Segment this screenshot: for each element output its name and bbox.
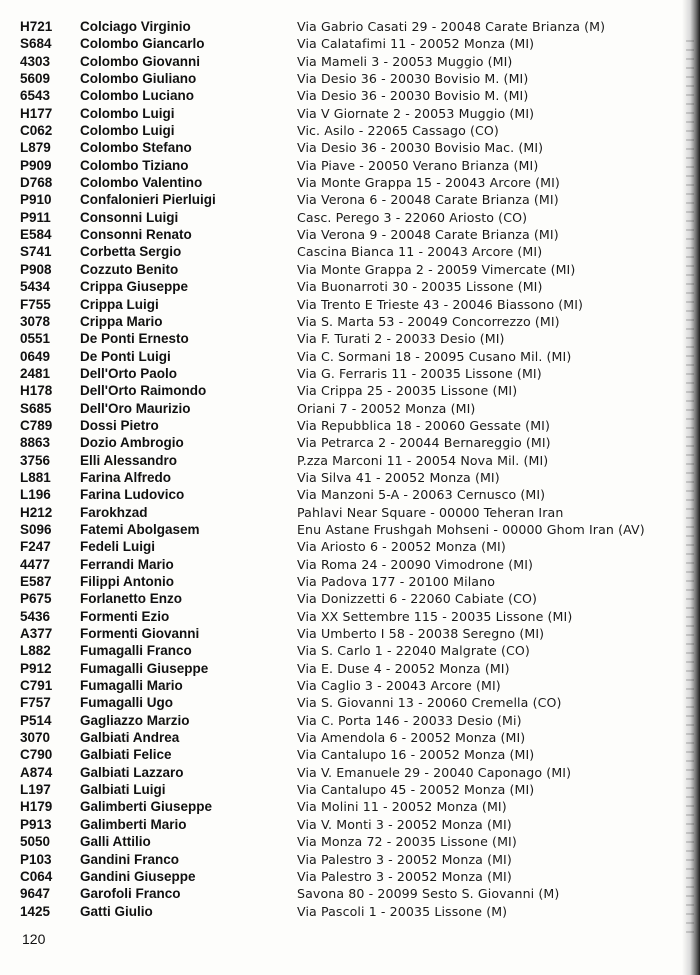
- page-number: 120: [22, 931, 46, 947]
- entry-name: Garofoli Franco: [80, 886, 181, 902]
- entry-code: C790: [20, 747, 53, 763]
- entry-name: Fatemi Abolgasem: [80, 521, 200, 537]
- entry-name: Crippa Mario: [80, 313, 163, 329]
- entry-code: C062: [20, 123, 53, 139]
- entry-address: Via Silva 41 - 20052 Monza (MI): [297, 469, 500, 485]
- list-item: [20, 157, 680, 174]
- list-item: [20, 296, 680, 313]
- entry-address: Via Verona 9 - 20048 Carate Brianza (MI): [297, 227, 559, 243]
- page-edge-shadow: [682, 0, 700, 975]
- entry-name: De Ponti Ernesto: [80, 331, 189, 347]
- entry-code: P908: [20, 261, 52, 277]
- list-item: [20, 816, 680, 833]
- entry-address: Cascina Bianca 11 - 20043 Arcore (MI): [297, 244, 543, 260]
- entry-address: Via E. Duse 4 - 20052 Monza (MI): [297, 660, 510, 676]
- entry-name: Colombo Luciano: [80, 88, 194, 104]
- entry-name: Gandini Giuseppe: [80, 868, 196, 884]
- entry-code: L882: [20, 643, 51, 659]
- entry-address: Via Cantalupo 45 - 20052 Monza (MI): [297, 782, 535, 798]
- entry-address: Via Trento E Trieste 43 - 20046 Biassono (MI): [297, 296, 584, 312]
- entry-address: Via Buonarroti 30 - 20035 Lissone (MI): [297, 279, 543, 295]
- entry-name: Galbiati Lazzaro: [80, 764, 184, 780]
- entry-address: Via V Giornate 2 - 20053 Muggio (MI): [297, 105, 535, 121]
- entry-code: 2481: [20, 365, 51, 381]
- entry-name: Colombo Valentino: [80, 175, 203, 191]
- entry-address: Via Mameli 3 - 20053 Muggio (MI): [297, 53, 513, 69]
- entry-code: P910: [20, 192, 52, 208]
- list-item: [20, 365, 680, 382]
- entry-code: 5050: [20, 834, 51, 850]
- entry-name: Forlanetto Enzo: [80, 591, 182, 607]
- entry-code: A874: [20, 764, 53, 780]
- entry-code: P675: [20, 591, 52, 607]
- entry-code: S741: [20, 244, 52, 260]
- entry-address: Via Crippa 25 - 20035 Lissone (MI): [297, 383, 518, 399]
- list-item: [20, 642, 680, 659]
- entry-address: Via Pascoli 1 - 20035 Lissone (M): [297, 903, 508, 919]
- list-item: [20, 729, 680, 746]
- entry-code: 0551: [20, 331, 51, 347]
- entry-code: 3078: [20, 313, 51, 329]
- entry-name: Dell'Orto Raimondo: [80, 383, 207, 399]
- list-item: [20, 712, 680, 729]
- list-item: [20, 382, 680, 399]
- entry-code: C789: [20, 417, 53, 433]
- entry-code: F247: [20, 539, 51, 555]
- list-item: [20, 452, 680, 469]
- entry-name: Fumagalli Franco: [80, 643, 192, 659]
- entry-address: Via Palestro 3 - 20052 Monza (MI): [297, 851, 512, 867]
- entry-name: Crippa Luigi: [80, 296, 159, 312]
- list-item: [20, 504, 680, 521]
- entry-code: H179: [20, 799, 53, 815]
- entry-address: Pahlavi Near Square - 00000 Teheran Iran: [297, 504, 564, 520]
- entry-address: Via Caglio 3 - 20043 Arcore (MI): [297, 678, 501, 694]
- list-item: [20, 139, 680, 156]
- entry-code: P909: [20, 157, 52, 173]
- entry-address: Enu Astane Frushgah Mohseni - 00000 Ghom Iran (AV): [297, 521, 645, 537]
- list-item: [20, 105, 680, 122]
- entry-name: Colombo Luigi: [80, 123, 175, 139]
- entry-code: 5434: [20, 279, 51, 295]
- entry-name: Dell'Oro Maurizio: [80, 400, 191, 416]
- entry-address: Via Umberto I 58 - 20038 Seregno (MI): [297, 626, 545, 642]
- list-item: [20, 348, 680, 365]
- list-item: [20, 625, 680, 642]
- list-item: [20, 243, 680, 260]
- entry-code: H212: [20, 504, 53, 520]
- entry-code: H721: [20, 19, 53, 34]
- entry-code: E584: [20, 227, 52, 243]
- list-item: [20, 521, 680, 538]
- entry-address: Via S. Marta 53 - 20049 Concorrezzo (MI): [297, 313, 560, 329]
- list-item: [20, 469, 680, 486]
- entry-code: S096: [20, 521, 52, 537]
- list-item: [20, 885, 680, 902]
- entry-address: Via V. Monti 3 - 20052 Monza (MI): [297, 816, 512, 832]
- entry-address: Via Desio 36 - 20030 Bovisio M. (MI): [297, 88, 529, 104]
- entry-code: 3756: [20, 452, 51, 468]
- entry-address: Via S. Giovanni 13 - 20060 Cremella (CO): [297, 695, 562, 711]
- entry-code: L881: [20, 469, 51, 485]
- entry-address: Via Piave - 20050 Verano Brianza (MI): [297, 157, 539, 173]
- entry-name: Fumagalli Giuseppe: [80, 660, 209, 676]
- entry-name: Dossi Pietro: [80, 417, 159, 433]
- entry-address: Via Gabrio Casati 29 - 20048 Carate Brianza (M): [297, 19, 606, 34]
- entry-address: Via Donizzetti 6 - 22060 Cabiate (CO): [297, 591, 538, 607]
- list-item: [20, 556, 680, 573]
- entry-address: Casc. Perego 3 - 22060 Ariosto (CO): [297, 209, 528, 225]
- list-item: [20, 400, 680, 417]
- list-item: [20, 191, 680, 208]
- entry-name: Colombo Giovanni: [80, 53, 200, 69]
- entry-name: Galimberti Mario: [80, 816, 187, 832]
- entry-address: Via Roma 24 - 20090 Vimodrone (MI): [297, 556, 534, 572]
- list-item: [20, 677, 680, 694]
- entry-address: Via G. Ferraris 11 - 20035 Lissone (MI): [297, 365, 542, 381]
- entry-address: Via Verona 6 - 20048 Carate Brianza (MI): [297, 192, 559, 208]
- list-item: [20, 660, 680, 677]
- list-item: [20, 330, 680, 347]
- page-edge-texture: [686, 40, 694, 940]
- entry-name: Crippa Giuseppe: [80, 279, 189, 295]
- entry-address: Via Monte Grappa 2 - 20059 Vimercate (MI): [297, 261, 576, 277]
- list-item: [20, 434, 680, 451]
- list-item: [20, 122, 680, 139]
- entry-name: Galbiati Felice: [80, 747, 172, 763]
- entry-name: Fumagalli Mario: [80, 678, 183, 694]
- entry-name: Fedeli Luigi: [80, 539, 156, 555]
- list-item: [20, 694, 680, 711]
- entry-name: Galbiati Andrea: [80, 730, 180, 746]
- list-item: [20, 608, 680, 625]
- list-item: [20, 87, 680, 104]
- entry-code: 6543: [20, 88, 51, 104]
- entry-name: Filippi Antonio: [80, 574, 174, 589]
- list-item: [20, 53, 680, 70]
- list-item: [20, 590, 680, 607]
- entry-code: L879: [20, 140, 51, 156]
- entry-address: Via Monte Grappa 15 - 20043 Arcore (MI): [297, 175, 560, 191]
- entry-name: Fumagalli Ugo: [80, 695, 174, 711]
- entry-address: Vic. Asilo - 22065 Cassago (CO): [297, 123, 499, 139]
- entry-code: S685: [20, 400, 52, 416]
- list-item: [20, 18, 680, 35]
- entry-code: D768: [20, 175, 53, 191]
- entry-code: S684: [20, 36, 52, 52]
- list-item: [20, 278, 680, 295]
- entry-code: H177: [20, 105, 53, 121]
- entry-code: P103: [20, 851, 52, 867]
- entry-code: 9647: [20, 886, 51, 902]
- entry-name: Dell'Orto Paolo: [80, 365, 177, 381]
- entry-address: Via Repubblica 18 - 20060 Gessate (MI): [297, 417, 550, 433]
- entry-name: Farina Ludovico: [80, 487, 185, 503]
- entry-code: L196: [20, 487, 51, 503]
- list-item: [20, 209, 680, 226]
- list-item: [20, 573, 680, 590]
- list-item: [20, 313, 680, 330]
- entry-code: 4477: [20, 556, 51, 572]
- list-item: [20, 781, 680, 798]
- list-item: [20, 764, 680, 781]
- entry-code: P514: [20, 712, 52, 728]
- entry-code: H178: [20, 383, 53, 399]
- entry-name: Gandini Franco: [80, 851, 180, 867]
- entry-address: Via Molini 11 - 20052 Monza (MI): [297, 799, 507, 815]
- list-item: [20, 486, 680, 503]
- entry-code: 8863: [20, 435, 51, 451]
- entry-code: 4303: [20, 53, 51, 69]
- entry-name: Galbiati Luigi: [80, 782, 166, 798]
- list-item: [20, 261, 680, 278]
- entry-name: Farina Alfredo: [80, 469, 172, 485]
- entry-address: Via Desio 36 - 20030 Bovisio Mac. (MI): [297, 140, 544, 156]
- entry-code: C791: [20, 678, 53, 694]
- entry-name: Galimberti Giuseppe: [80, 799, 213, 815]
- entry-address: Via Monza 72 - 20035 Lissone (MI): [297, 834, 517, 850]
- list-item: [20, 746, 680, 763]
- entry-code: 0649: [20, 348, 51, 364]
- list-item: [20, 417, 680, 434]
- entry-address: Via F. Turati 2 - 20033 Desio (MI): [297, 331, 505, 347]
- entry-code: A377: [20, 626, 53, 642]
- list-item: [20, 833, 680, 850]
- list-item: [20, 851, 680, 868]
- entry-name: Consonni Renato: [80, 227, 192, 243]
- entry-name: Gatti Giulio: [80, 903, 153, 919]
- entry-name: Ferrandi Mario: [80, 556, 174, 572]
- entry-code: P912: [20, 660, 52, 676]
- entry-code: C064: [20, 868, 53, 884]
- entry-name: Cozzuto Benito: [80, 261, 179, 277]
- entry-address: Via Palestro 3 - 20052 Monza (MI): [297, 868, 512, 884]
- entry-name: Galli Attilio: [80, 834, 151, 850]
- list-item: [20, 35, 680, 52]
- entry-name: Colombo Stefano: [80, 140, 192, 156]
- entry-code: 5436: [20, 608, 51, 624]
- entry-address: Via Manzoni 5-A - 20063 Cernusco (MI): [297, 487, 546, 503]
- entry-address: Via Amendola 6 - 20052 Monza (MI): [297, 730, 526, 746]
- list-item: [20, 174, 680, 191]
- entry-name: Gagliazzo Marzio: [80, 712, 190, 728]
- entry-name: Formenti Ezio: [80, 608, 170, 624]
- entry-code: P913: [20, 816, 52, 832]
- entry-code: 3070: [20, 730, 51, 746]
- entry-address: Savona 80 - 20099 Sesto S. Giovanni (M): [297, 886, 560, 902]
- entry-name: Elli Alessandro: [80, 452, 178, 468]
- entry-name: Colombo Tiziano: [80, 157, 189, 173]
- entry-name: De Ponti Luigi: [80, 348, 171, 364]
- entry-address: Oriani 7 - 20052 Monza (MI): [297, 400, 476, 416]
- entry-name: Dozio Ambrogio: [80, 435, 184, 451]
- entry-name: Confalonieri Pierluigi: [80, 192, 216, 208]
- list-item: [20, 226, 680, 243]
- entry-address: Via Padova 177 - 20100 Milano: [297, 574, 495, 589]
- list-item: [20, 868, 680, 885]
- entry-name: Corbetta Sergio: [80, 244, 182, 260]
- entry-address: Via Ariosto 6 - 20052 Monza (MI): [297, 539, 506, 555]
- entry-code: P911: [20, 209, 51, 225]
- list-item: [20, 538, 680, 555]
- entry-address: Via C. Sormani 18 - 20095 Cusano Mil. (MI): [297, 348, 572, 364]
- entry-name: Consonni Luigi: [80, 209, 179, 225]
- entry-address: Via Calatafimi 11 - 20052 Monza (MI): [297, 36, 535, 52]
- entry-name: Colombo Luigi: [80, 105, 175, 121]
- member-list: [20, 18, 680, 920]
- entry-address: Via S. Carlo 1 - 22040 Malgrate (CO): [297, 643, 530, 659]
- entry-address: Via XX Settembre 115 - 20035 Lissone (MI): [297, 608, 573, 624]
- entry-address: Via Desio 36 - 20030 Bovisio M. (MI): [297, 71, 529, 87]
- entry-address: Via Cantalupo 16 - 20052 Monza (MI): [297, 747, 535, 763]
- entry-name: Colciago Virginio: [80, 19, 191, 34]
- entry-code: F755: [20, 296, 51, 312]
- entry-code: L197: [20, 782, 51, 798]
- entry-name: Farokhzad: [80, 504, 148, 520]
- entry-address: Via C. Porta 146 - 20033 Desio (Mi): [297, 712, 522, 728]
- list-item: [20, 798, 680, 815]
- entry-address: Via Petrarca 2 - 20044 Bernareggio (MI): [297, 435, 551, 451]
- entry-code: 1425: [20, 903, 51, 919]
- entry-name: Colombo Giancarlo: [80, 36, 205, 52]
- entry-name: Colombo Giuliano: [80, 71, 197, 87]
- entry-code: E587: [20, 574, 52, 589]
- list-item: [20, 903, 680, 920]
- entry-code: 5609: [20, 71, 51, 87]
- entry-address: P.zza Marconi 11 - 20054 Nova Mil. (MI): [297, 452, 549, 468]
- list-item: [20, 70, 680, 87]
- entry-name: Formenti Giovanni: [80, 626, 200, 642]
- entry-address: Via V. Emanuele 29 - 20040 Caponago (MI): [297, 764, 572, 780]
- entry-code: F757: [20, 695, 51, 711]
